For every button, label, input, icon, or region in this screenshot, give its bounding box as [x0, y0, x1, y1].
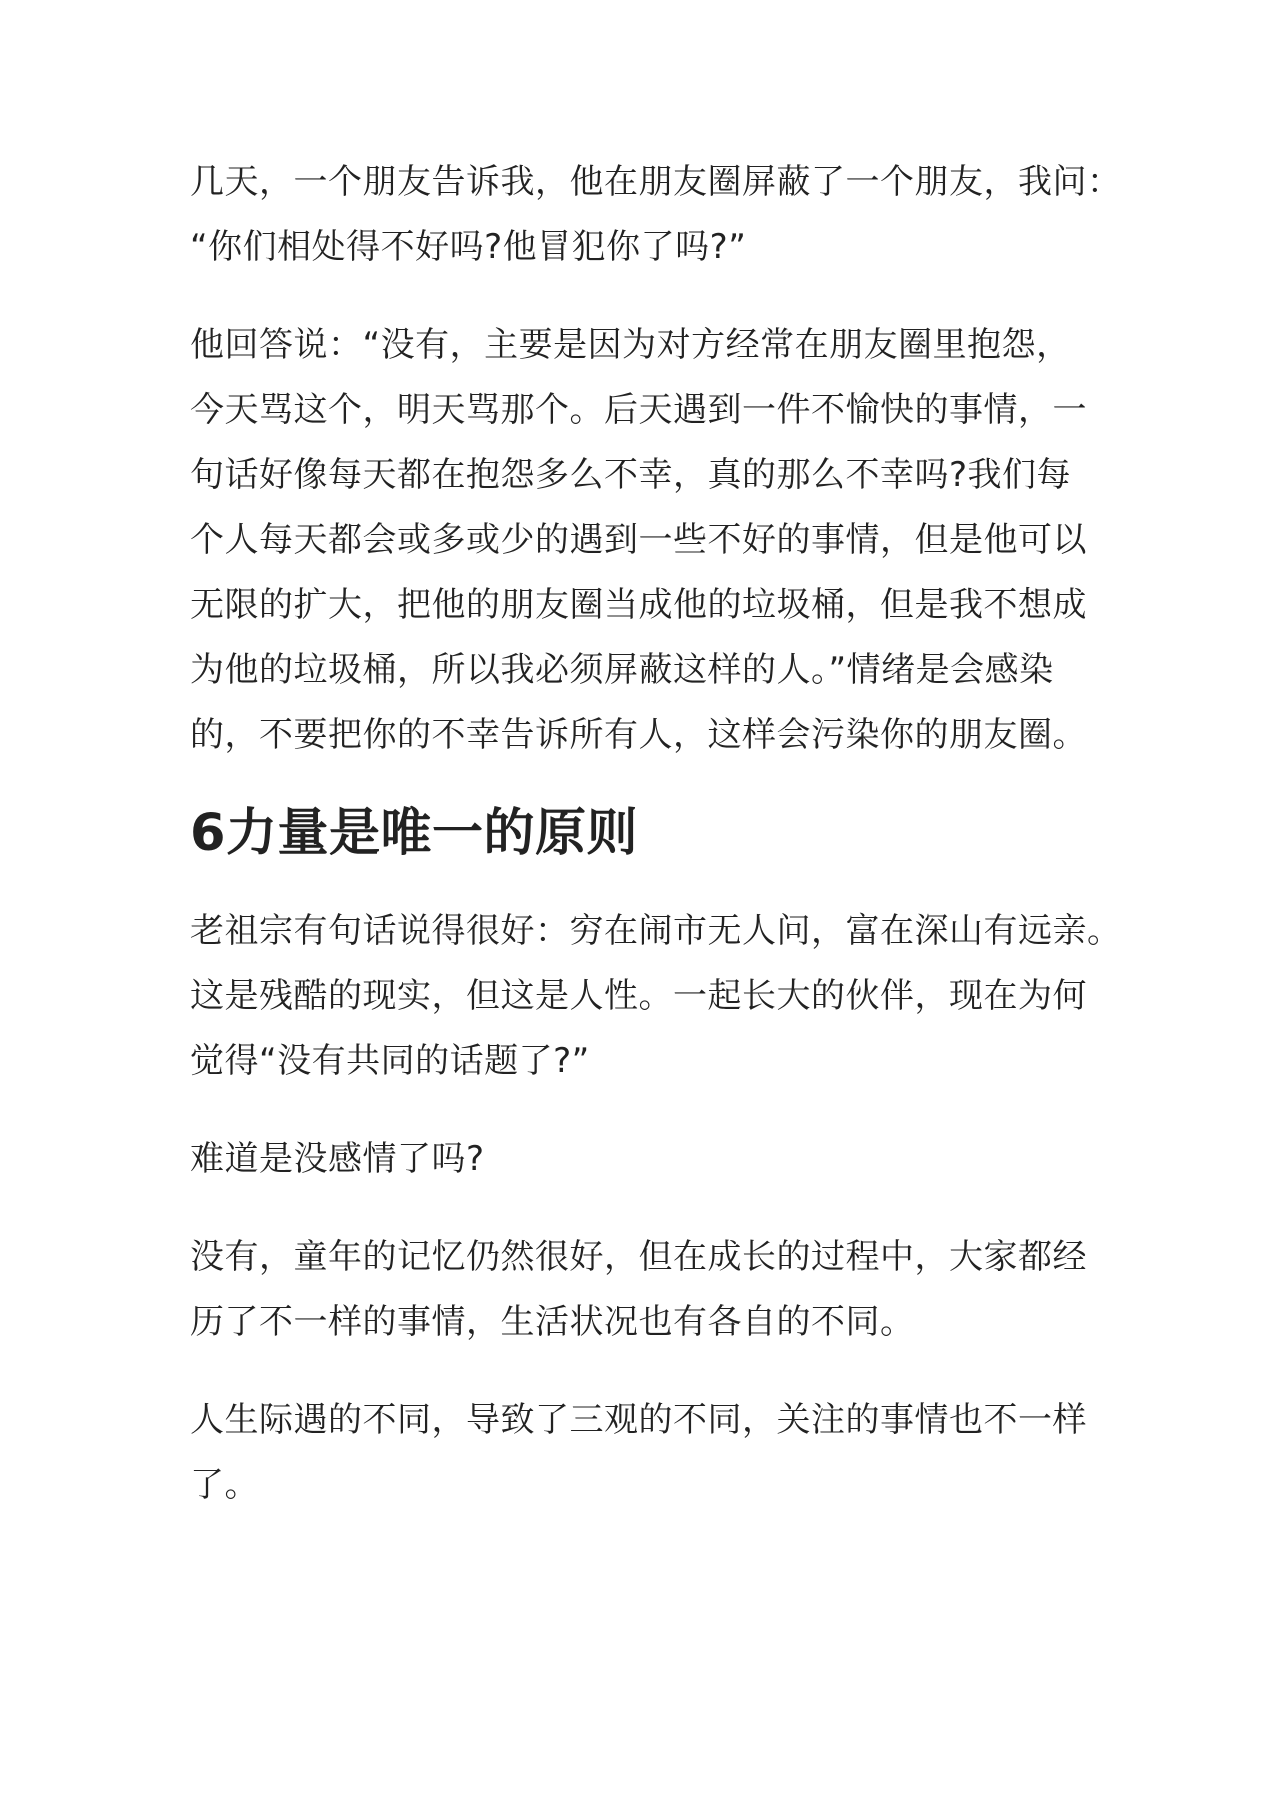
- text-line: 今天骂这个，明天骂那个。后天遇到一件不愉快的事情，一: [190, 390, 1087, 430]
- text-line: 的，不要把你的不幸告诉所有人，这样会污染你的朋友圈。: [190, 715, 1087, 755]
- paragraph-3: [190, 899, 1122, 1094]
- text-line: 为他的垃圾桶，所以我必须屏蔽这样的人。”情绪是会感染: [190, 650, 1054, 690]
- text-line: 人生际遇的不同，导致了三观的不同，关注的事情也不一样: [190, 1400, 1087, 1440]
- paragraph-4: [190, 1127, 1090, 1192]
- text-line: 几天，一个朋友告诉我，他在朋友圈屏蔽了一个朋友，我问：: [190, 162, 1122, 202]
- document-page: [190, 150, 1122, 1551]
- paragraph-5: [190, 1225, 1090, 1355]
- text-line: 个人每天都会或多或少的遇到一些不好的事情，但是他可以: [190, 520, 1087, 560]
- text-line: 了。: [190, 1465, 259, 1505]
- paragraph-2: [190, 313, 1090, 768]
- paragraph-1: [190, 150, 1122, 280]
- text-line: “你们相处得不好吗?他冒犯你了吗?”: [190, 227, 747, 267]
- text-line: 难道是没感情了吗?: [190, 1139, 485, 1179]
- section-heading: 6力量是唯一的原则: [190, 804, 638, 863]
- text-line: 没有，童年的记忆仍然很好，但在成长的过程中，大家都经: [190, 1237, 1087, 1277]
- text-line: 老祖宗有句话说得很好：穷在闹市无人问，富在深山有远亲。: [190, 911, 1122, 951]
- text-line: 这是残酷的现实，但这是人性。一起长大的伙伴，现在为何: [190, 976, 1087, 1016]
- text-line: 他回答说：“没有，主要是因为对方经常在朋友圈里抱怨，: [190, 325, 1071, 365]
- text-line: 句话好像每天都在抱怨多么不幸，真的那么不幸吗?我们每: [190, 455, 1072, 495]
- text-line: 无限的扩大，把他的朋友圈当成他的垃圾桶，但是我不想成: [190, 585, 1087, 625]
- paragraph-6: [190, 1388, 1090, 1518]
- text-line: 觉得“没有共同的话题了?”: [190, 1041, 590, 1081]
- text-line: 历了不一样的事情，生活状况也有各自的不同。: [190, 1302, 915, 1342]
